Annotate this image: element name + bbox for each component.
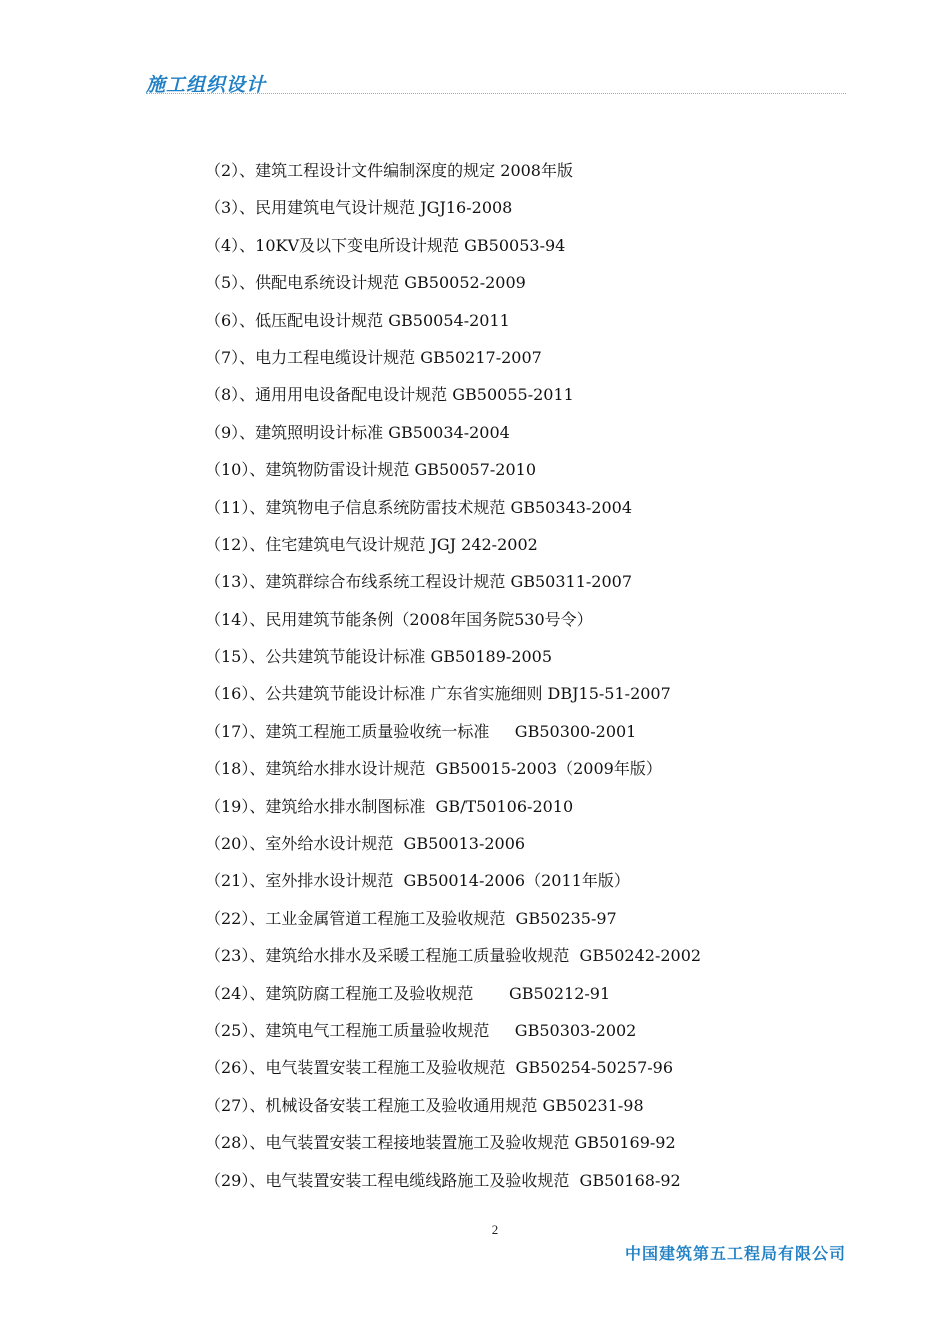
list-item: （25）、建筑电气工程施工质量验收规范 GB50303-2002 [205,1020,637,1040]
list-item: （14）、民用建筑节能条例（2008年国务院530号令） [205,609,593,629]
list-item: （8）、通用用电设备配电设计规范 GB50055-2011 [205,385,574,405]
list-item: （13）、建筑群综合布线系统工程设计规范 GB50311-2007 [205,572,633,592]
list-item: （15）、公共建筑节能设计标准 GB50189-2005 [205,647,553,667]
header-title: 施工组织设计 [146,74,267,96]
list-item: （24）、建筑防腐工程施工及验收规范 GB50212-91 [205,983,611,1003]
page-number: 2 [491,1222,499,1237]
footer-company-name: 中国建筑第五工程局有限公司 [624,1244,846,1263]
list-item: （2）、建筑工程设计文件编制深度的规定 2008年版 [205,161,573,180]
header-divider [146,93,846,94]
list-item: （6）、低压配电设计规范 GB50054-2011 [205,310,510,330]
list-item: （22）、工业金属管道工程施工及验收规范 GB50235-97 [205,908,617,928]
list-item: （26）、电气装置安装工程施工及验收规范 GB50254-50257-96 [205,1058,674,1078]
list-item: （9）、建筑照明设计标准 GB50034-2004 [205,422,510,442]
standards-list [205,160,845,1207]
list-item: （3）、民用建筑电气设计规范 JGJ16-2008 [205,198,513,218]
list-item: （23）、建筑给水排水及采暖工程施工质量验收规范 GB50242-2002 [205,946,702,966]
list-item: （11）、建筑物电子信息系统防雷技术规范 GB50343-2004 [205,497,633,517]
list-item: （5）、供配电系统设计规范 GB50052-2009 [205,273,526,293]
list-item: （7）、电力工程电缆设计规范 GB50217-2007 [205,347,542,367]
list-item: （4）、10KV及以下变电所设计规范 GB50053-94 [205,235,566,255]
list-item: （18）、建筑给水排水设计规范 GB50015-2003（2009年版） [205,759,662,779]
list-item: （17）、建筑工程施工质量验收统一标准 GB50300-2001 [205,721,637,741]
list-item: （16）、公共建筑节能设计标准 广东省实施细则 DBJ15-51-2007 [205,684,671,704]
list-item: （27）、机械设备安装工程施工及验收通用规范 GB50231-98 [205,1095,644,1115]
list-item: （10）、建筑物防雷设计规范 GB50057-2010 [205,460,537,480]
list-item: （20）、室外给水设计规范 GB50013-2006 [205,834,526,854]
list-item: （29）、电气装置安装工程电缆线路施工及验收规范 GB50168-92 [205,1170,681,1190]
list-item: （12）、住宅建筑电气设计规范 JGJ 242-2002 [205,534,538,554]
list-item: （19）、建筑给水排水制图标准 GB/T50106-2010 [205,796,574,816]
list-item: （28）、电气装置安装工程接地装置施工及验收规范 GB50169-92 [205,1133,676,1153]
list-item: （21）、室外排水设计规范 GB50014-2006（2011年版） [205,871,630,891]
